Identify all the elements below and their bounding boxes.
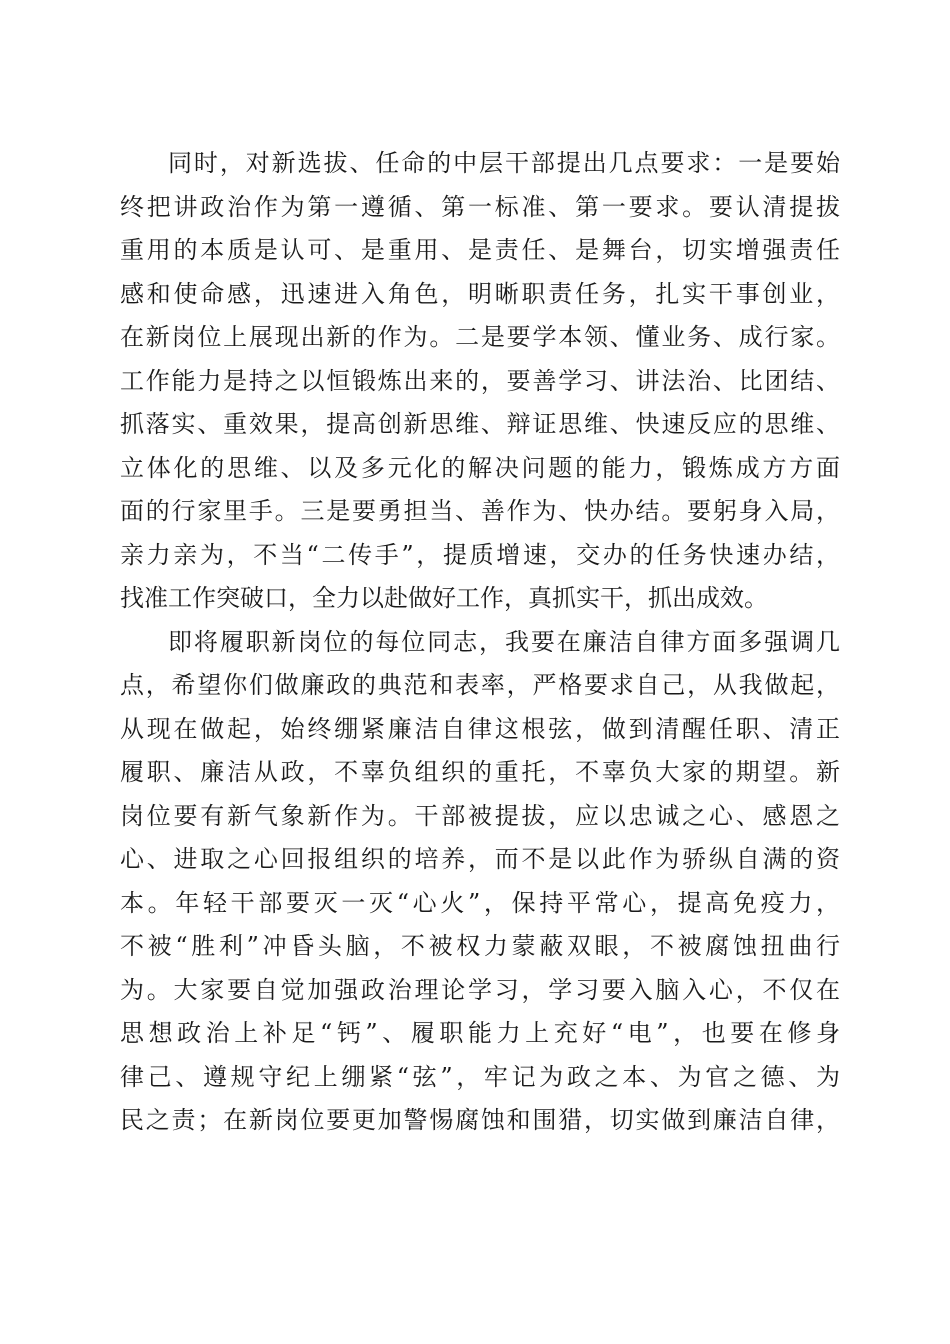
paragraph-1-line-9: 面的行家里手。三是要勇担当、善作为、快办结。要躬身入局，	[120, 497, 840, 525]
paragraph-1-line-10: 亲力亲为，不当“二传手”，提质增速，交办的任务快速办结，	[120, 540, 840, 569]
paragraph-2-line-7: 本。年轻干部要灭一灭“心火”，保持平常心，提高免疫力，	[120, 888, 840, 917]
paragraph-2-line-8: 不被“胜利”冲昏头脑，不被权力蒙蔽双眼，不被腐蚀扭曲行	[120, 932, 840, 960]
paragraph-2-line-11: 律己、遵规守纪上绷紧“弦”，牢记为政之本、为官之德、为	[120, 1062, 840, 1091]
paragraph-1-line-4: 感和使命感，迅速进入角色，明晰职责任务，扎实干事创业，	[120, 279, 840, 308]
paragraph-1-line-2: 终把讲政治作为第一遵循、第一标准、第一要求。要认清提拔	[120, 192, 840, 221]
paragraph-2-line-10: 思想政治上补足“钙”、履职能力上充好“电”，也要在修身	[120, 1019, 840, 1047]
paragraph-2-line-4: 履职、廉洁从政，不辜负组织的重托，不辜负大家的期望。新	[120, 758, 840, 786]
paragraph-1-line-3: 重用的本质是认可、是重用、是责任、是舞台，切实增强责任	[120, 236, 840, 264]
paragraph-2-line-3: 从现在做起，始终绷紧廉洁自律这根弦，做到清醒任职、清正	[120, 714, 840, 743]
paragraph-2-line-2: 点，希望你们做廉政的典范和表率，严格要求自己，从我做起，	[120, 671, 840, 699]
paragraph-1-line-8: 立体化的思维、以及多元化的解决问题的能力，锻炼成方方面	[120, 453, 840, 482]
body-text	[120, 142, 840, 1143]
paragraph-1-line-5: 在新岗位上展现出新的作为。二是要学本领、懂业务、成行家。	[120, 323, 840, 351]
paragraph-2-line-12: 民之责；在新岗位要更加警惕腐蚀和围猎，切实做到廉洁自律，	[120, 1106, 840, 1134]
paragraph-1-line-7: 抓落实、重效果，提高创新思维、辩证思维、快速反应的思维、	[120, 410, 840, 438]
paragraph-2-line-1: 即将履职新岗位的每位同志，我要在廉洁自律方面多强调几	[168, 627, 840, 656]
paragraph-1-line-6: 工作能力是持之以恒锻炼出来的，要善学习、讲法治、比团结、	[120, 366, 840, 395]
paragraph-1-line-11: 找准工作突破口，全力以赴做好工作，真抓实干，抓出成效。	[120, 584, 768, 612]
paragraph-2-line-6: 心、进取之心回报组织的培养，而不是以此作为骄纵自满的资	[120, 845, 840, 873]
paragraph-2-line-9: 为。大家要自觉加强政治理论学习，学习要入脑入心，不仅在	[120, 975, 840, 1004]
paragraph-2-line-5: 岗位要有新气象新作为。干部被提拔，应以忠诚之心、感恩之	[120, 801, 840, 830]
paragraph-1-line-1: 同时，对新选拔、任命的中层干部提出几点要求：一是要始	[168, 149, 840, 177]
